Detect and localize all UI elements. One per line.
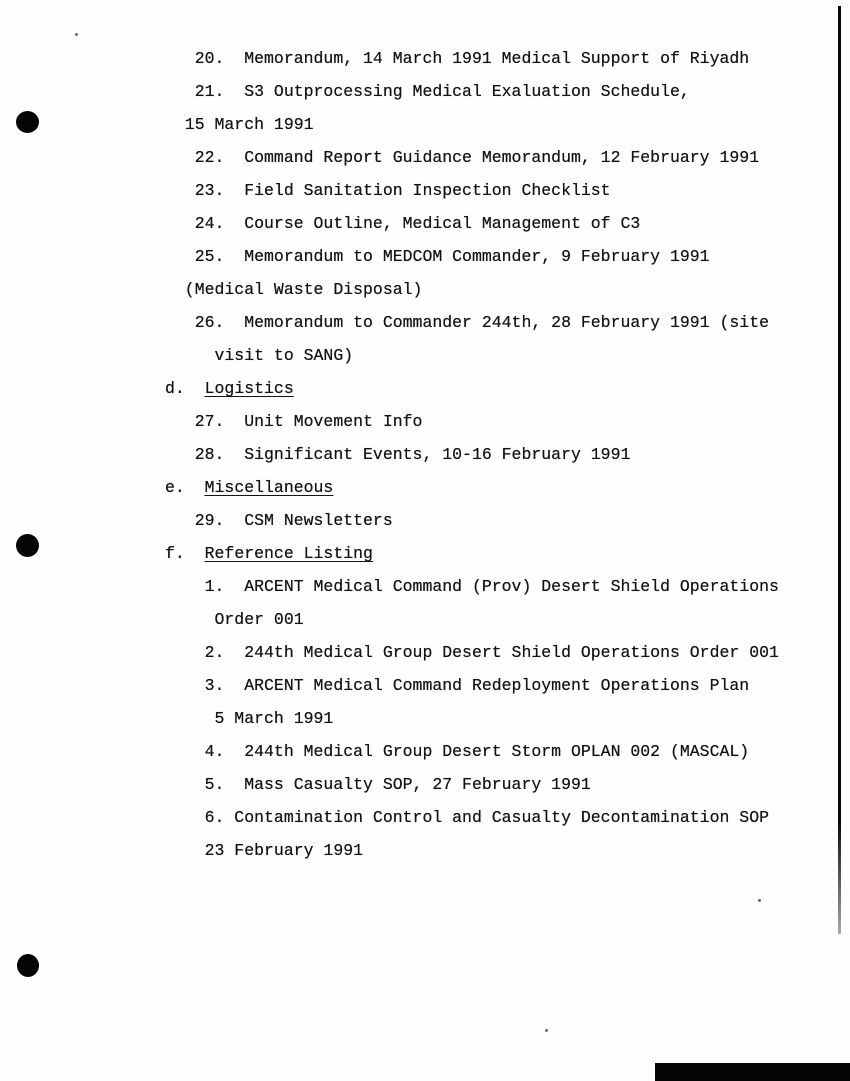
document-line: 15 March 1991 [165, 115, 314, 134]
document-line: 29. CSM Newsletters [165, 511, 393, 530]
document-line: 20. Memorandum, 14 March 1991 Medical Support of Riyadh [165, 49, 750, 68]
document-line: 25. Memorandum to MEDCOM Commander, 9 February 1991 [165, 247, 710, 266]
document-line: 5 March 1991 [165, 709, 334, 728]
scan-speck [758, 899, 761, 902]
document-line: 2. 244th Medical Group Desert Shield Operations Order 001 [165, 643, 779, 662]
document-line: 24. Course Outline, Medical Management of C3 [165, 214, 641, 233]
scan-edge-line [838, 6, 841, 934]
section-title: Reference Listing [204, 544, 373, 563]
scan-speck [545, 1029, 548, 1032]
document-line: 22. Command Report Guidance Memorandum, 12 February 1991 [165, 148, 760, 167]
scan-speck [75, 33, 78, 36]
document-line: Order 001 [165, 610, 304, 629]
document-text-block [165, 42, 779, 867]
scan-bottom-bar [655, 1063, 850, 1081]
section-letter: f. [165, 544, 205, 563]
document-line: 21. S3 Outprocessing Medical Exaluation Schedule, [165, 82, 690, 101]
document-line: 1. ARCENT Medical Command (Prov) Desert Shield Operations [165, 577, 779, 596]
hole-punch-mark [16, 534, 39, 557]
hole-punch-mark [17, 954, 39, 977]
document-line: (Medical Waste Disposal) [165, 280, 423, 299]
document-line: 28. Significant Events, 10-16 February 1991 [165, 445, 631, 464]
document-line: 23. Field Sanitation Inspection Checklist [165, 181, 611, 200]
section-heading-line [165, 537, 779, 570]
section-letter: e. [165, 478, 205, 497]
hole-punch-mark [16, 111, 39, 133]
section-letter: d. [165, 379, 205, 398]
document-line: 23 February 1991 [165, 841, 364, 860]
section-heading-line [165, 372, 779, 405]
section-title: Logistics [204, 379, 294, 398]
document-line: 6. Contamination Control and Casualty Decontamination SOP [165, 808, 769, 827]
document-line: 3. ARCENT Medical Command Redeployment Operations Plan [165, 676, 750, 695]
document-line: 4. 244th Medical Group Desert Storm OPLAN 002 (MASCAL) [165, 742, 750, 761]
document-line: visit to SANG) [165, 346, 354, 365]
section-title: Miscellaneous [204, 478, 334, 497]
section-heading-line [165, 471, 779, 504]
document-line: 26. Memorandum to Commander 244th, 28 February 1991 (site [165, 313, 769, 332]
document-line: 5. Mass Casualty SOP, 27 February 1991 [165, 775, 591, 794]
document-line: 27. Unit Movement Info [165, 412, 423, 431]
